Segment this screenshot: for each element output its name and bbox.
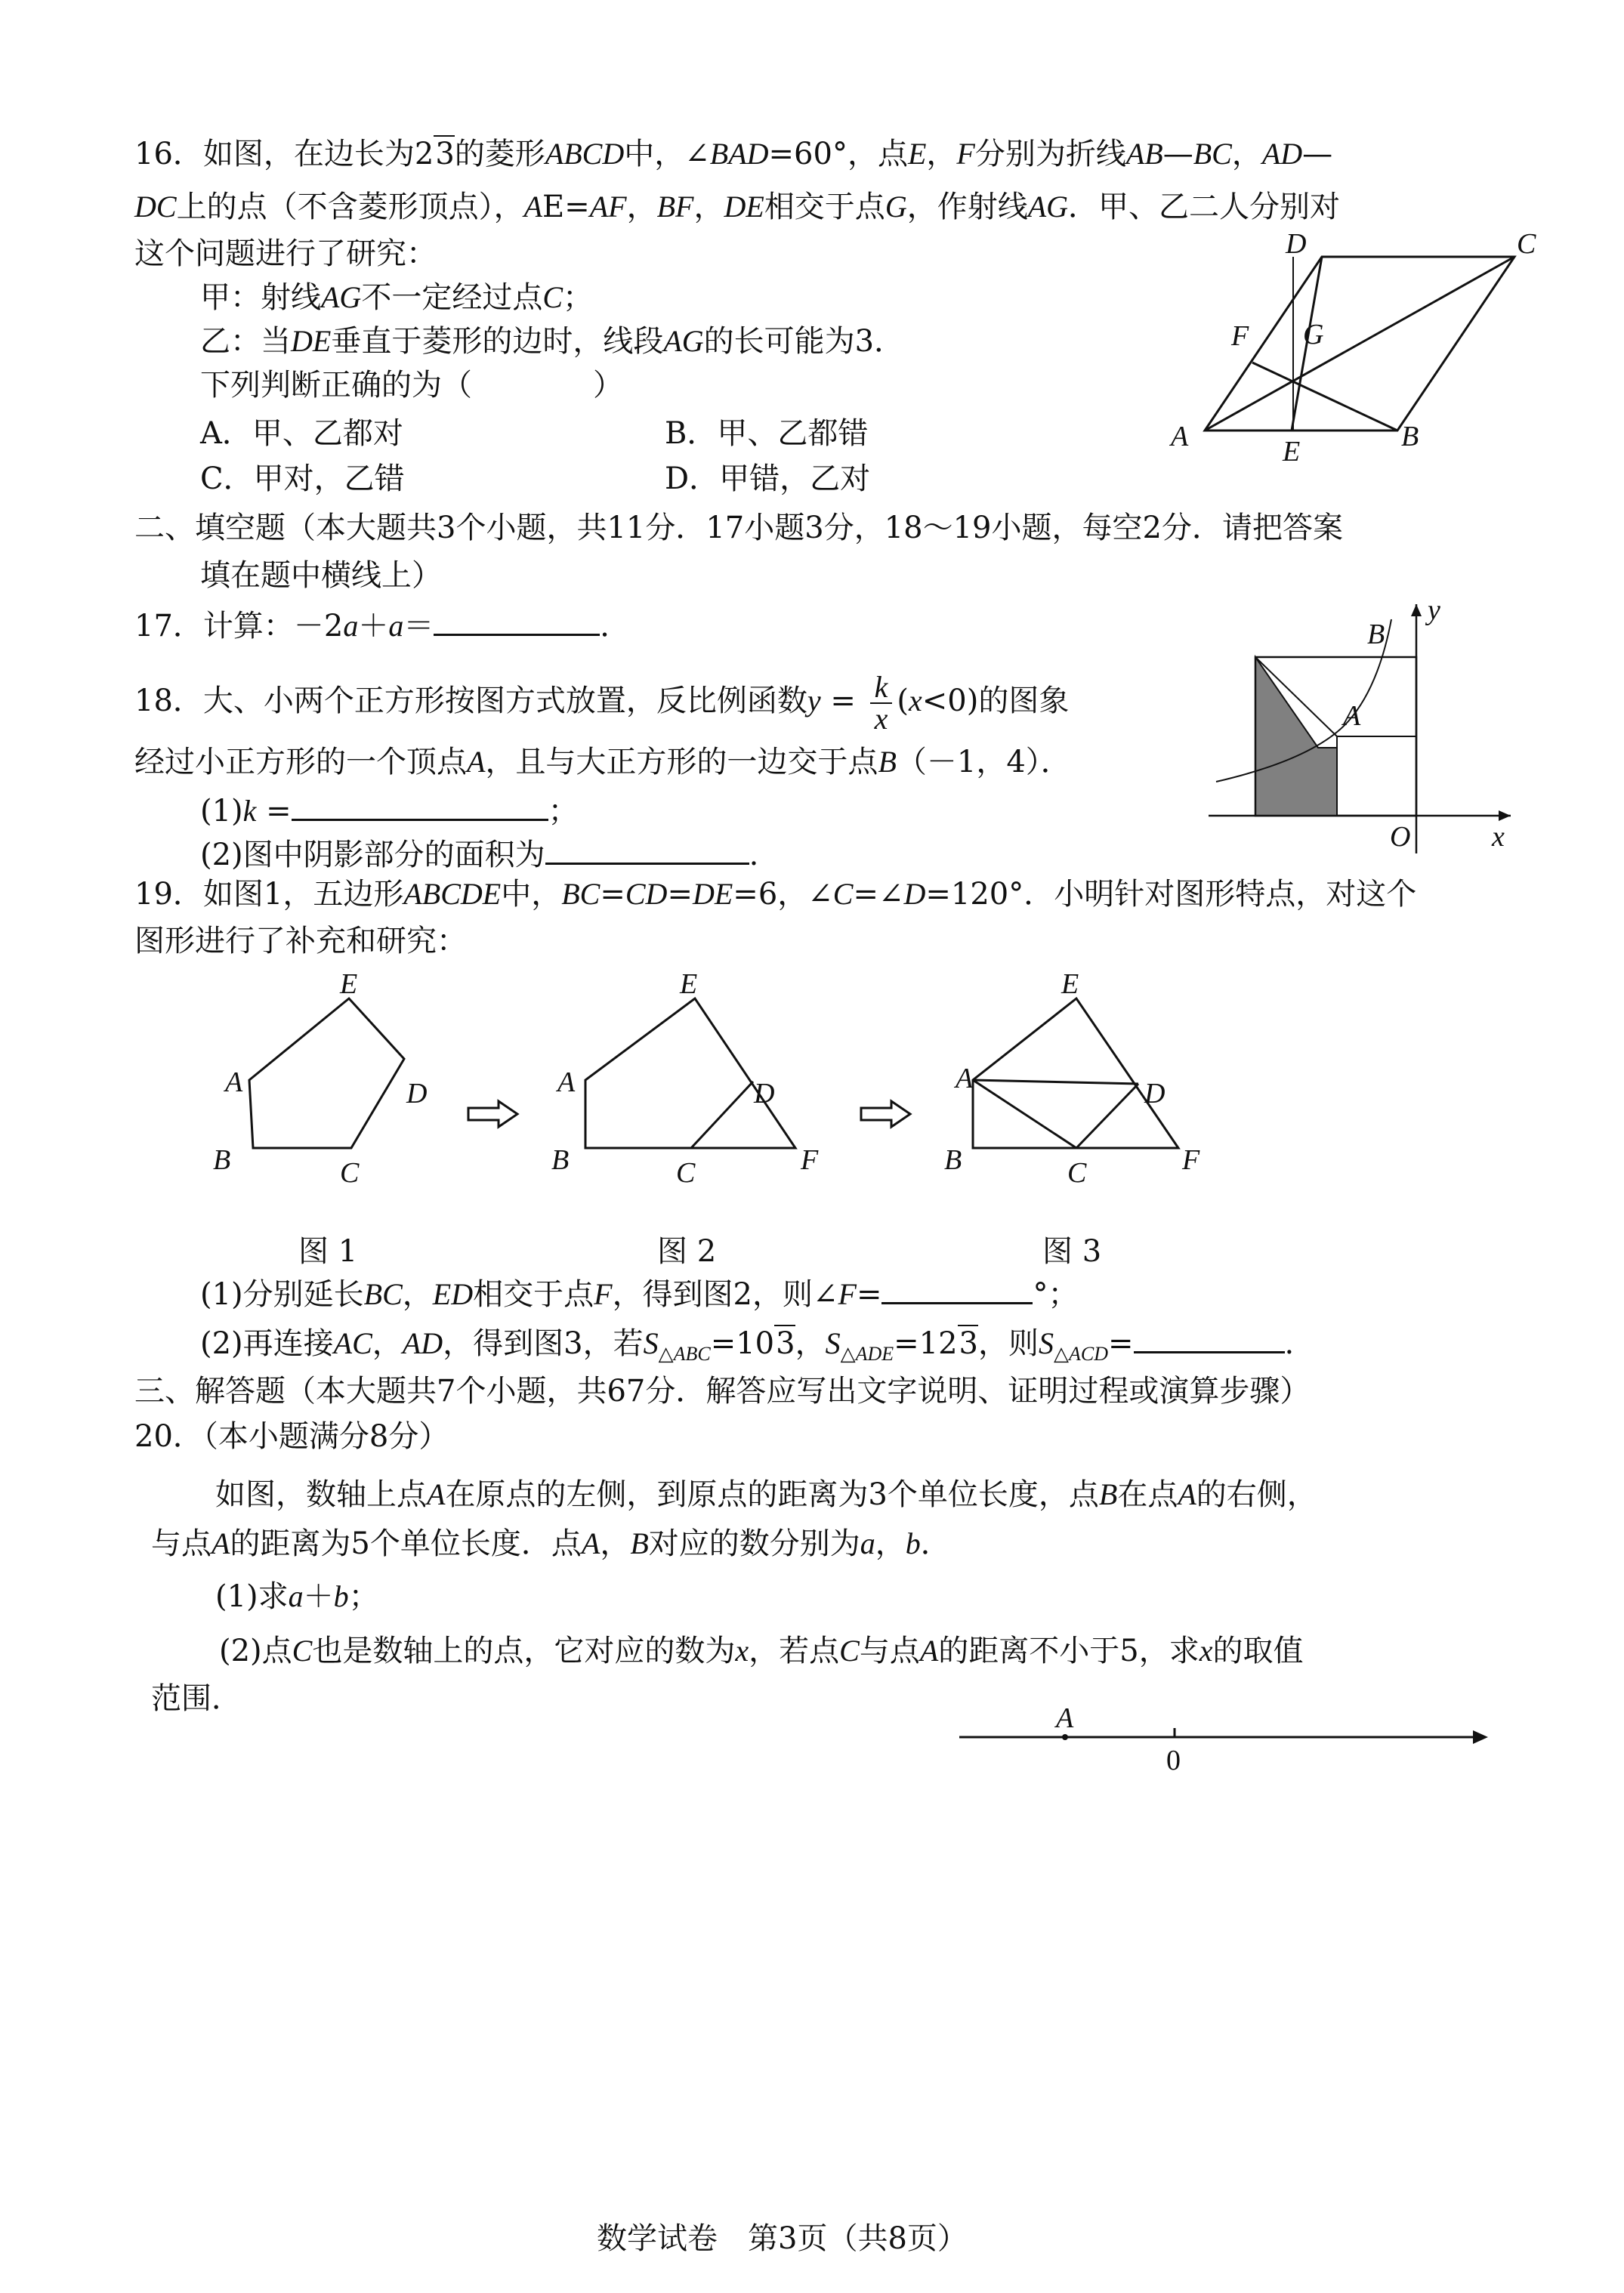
svg-text:A: A (225, 1066, 243, 1098)
option-b[interactable]: B．甲、乙都错 (665, 416, 869, 451)
svg-text:D: D (754, 1078, 775, 1109)
label-F: F (1231, 320, 1249, 352)
q17-answer-blank[interactable] (434, 608, 600, 636)
option-c[interactable]: C．甲对，乙错 (200, 461, 405, 496)
svg-text:B: B (944, 1144, 962, 1176)
fig18-label-x: x (1492, 821, 1505, 853)
q20-part-2b: 范围． (151, 1681, 242, 1716)
q18-part-2: (2)图中阴影部分的面积为 . (200, 838, 759, 872)
label-G: G (1303, 319, 1324, 350)
option-d[interactable]: D．甲错，乙对 (665, 461, 871, 496)
svg-text:C: C (676, 1157, 696, 1189)
arrow-1 (465, 1099, 521, 1129)
q18-line-2: 经过小正方形的一个顶点A，且与大正方形的一边交于点B（－1，4）． (134, 745, 1071, 779)
svg-text:B: B (551, 1144, 570, 1176)
q16-line-3: 这个问题进行了研究： (134, 236, 437, 271)
svg-text:C: C (1067, 1157, 1087, 1189)
q18-part-1: (1)k = ； (200, 794, 579, 829)
section-3: 三、解答题（本大题共7个小题，共67分．解答应写出文字说明、证明过程或演算步骤） (134, 1374, 1311, 1409)
figure-2 (551, 967, 838, 1224)
svg-text:E: E (340, 968, 358, 1000)
svg-text:F: F (1182, 1144, 1200, 1176)
figure-2-caption: 图 2 (657, 1234, 717, 1269)
figure-3 (940, 967, 1227, 1224)
q18-k-blank[interactable] (292, 793, 548, 821)
q20-line-1: 如图，数轴上点A在原点的左侧，到原点的距离为3个单位长度，点B在点A的右侧， (215, 1477, 1317, 1512)
arrow-2 (857, 1099, 914, 1129)
figure-3-caption: 图 3 (1042, 1234, 1102, 1269)
q20-head: 20．（本小题满分8分） (134, 1419, 449, 1454)
q20-part-1: (1)求a＋b； (215, 1579, 379, 1614)
q16-line-2: DC上的点（不含菱形顶点），AE=AF，BF，DE相交于点G，作射线AG．甲、乙二人分别对 (134, 190, 1341, 224)
q17: 17．计算：－2a＋a＝ ． (134, 609, 631, 643)
svg-text:A: A (557, 1066, 576, 1098)
section-2-line-2: 填在题中横线上） (200, 558, 442, 593)
rhombus-figure (1156, 230, 1548, 464)
svg-text:B: B (213, 1144, 231, 1176)
q19-line-1: 19．如图1，五边形ABCDE中，BC=CD=DE=6，∠C=∠D=120°．小明针对图形特点，对这个 (134, 877, 1417, 912)
svg-text:F: F (801, 1144, 819, 1176)
q18-line-1: 18．大、小两个正方形按图方式放置，反比例函数y = $\frac{k}{x}$ (x<0)的图象 (134, 670, 1070, 736)
q16-line-1: 16．如图，在边长为23的菱形ABCD中，∠BAD=60°，点E，F分别为折线AB—BC，AD— (134, 137, 1333, 171)
q16-yi: 乙：当DE垂直于菱形的边时，线段AG的长可能为3． (200, 324, 905, 359)
q20-part-2a: (2)点C也是数轴上的点，它对应的数为x，若点C与点A的距离不小于5，求x的取值 (219, 1634, 1304, 1668)
svg-text:E: E (1061, 968, 1079, 1000)
fig18-label-O: O (1390, 821, 1411, 853)
svg-text:D: D (406, 1078, 428, 1109)
page-footer: 数学试卷 第3页（共8页） (597, 2221, 968, 2256)
q20-line-2: 与点A的距离为5个单位长度．点A，B对应的数分别为a，b． (151, 1526, 951, 1561)
label-A: A (1171, 421, 1189, 452)
label-D: D (1286, 230, 1307, 260)
fig18-label-y: y (1428, 597, 1440, 626)
q19-angle-blank[interactable] (881, 1276, 1033, 1304)
q19-line-2: 图形进行了补充和研究： (134, 924, 467, 958)
option-a[interactable]: A．甲、乙都对 (200, 416, 403, 451)
svg-text:D: D (1144, 1078, 1166, 1109)
label-C: C (1517, 230, 1536, 260)
axis-label-A: A (1056, 1702, 1074, 1734)
fig18-label-A: A (1343, 700, 1361, 732)
label-B: B (1401, 421, 1419, 452)
section-2-line-1: 二、填空题（本大题共3个小题，共11分．17小题3分，18～19小题，每空2分．请把答案 (134, 511, 1343, 545)
axis-label-0: 0 (1166, 1745, 1181, 1776)
label-E: E (1283, 436, 1301, 464)
q19-part-2: (2)再连接AC，AD，得到图3，若$S_{\triangle ABC}=103$，$S_{\triangle ADE}=123$，则$S_{\triangle ACD}=$ . (200, 1326, 1295, 1366)
svg-text:A: A (956, 1063, 974, 1094)
svg-text:C: C (340, 1157, 360, 1189)
q16-jia: 甲：射线AG不一定经过点C； (200, 280, 594, 315)
figure-1-caption: 图 1 (298, 1234, 358, 1269)
q18-area-blank[interactable] (545, 837, 749, 865)
q19-area-blank[interactable] (1134, 1325, 1285, 1353)
q19-part-1: (1)分别延长BC，ED相交于点F，得到图2，则∠F= °； (200, 1277, 1079, 1312)
figure-1-pentagon (204, 967, 446, 1224)
svg-text:E: E (680, 968, 698, 1000)
inverse-function-figure (1201, 597, 1518, 857)
q16-ask: 下列判断正确的为（ ） (200, 368, 623, 403)
number-line (952, 1696, 1496, 1779)
fig18-label-B: B (1367, 619, 1385, 650)
